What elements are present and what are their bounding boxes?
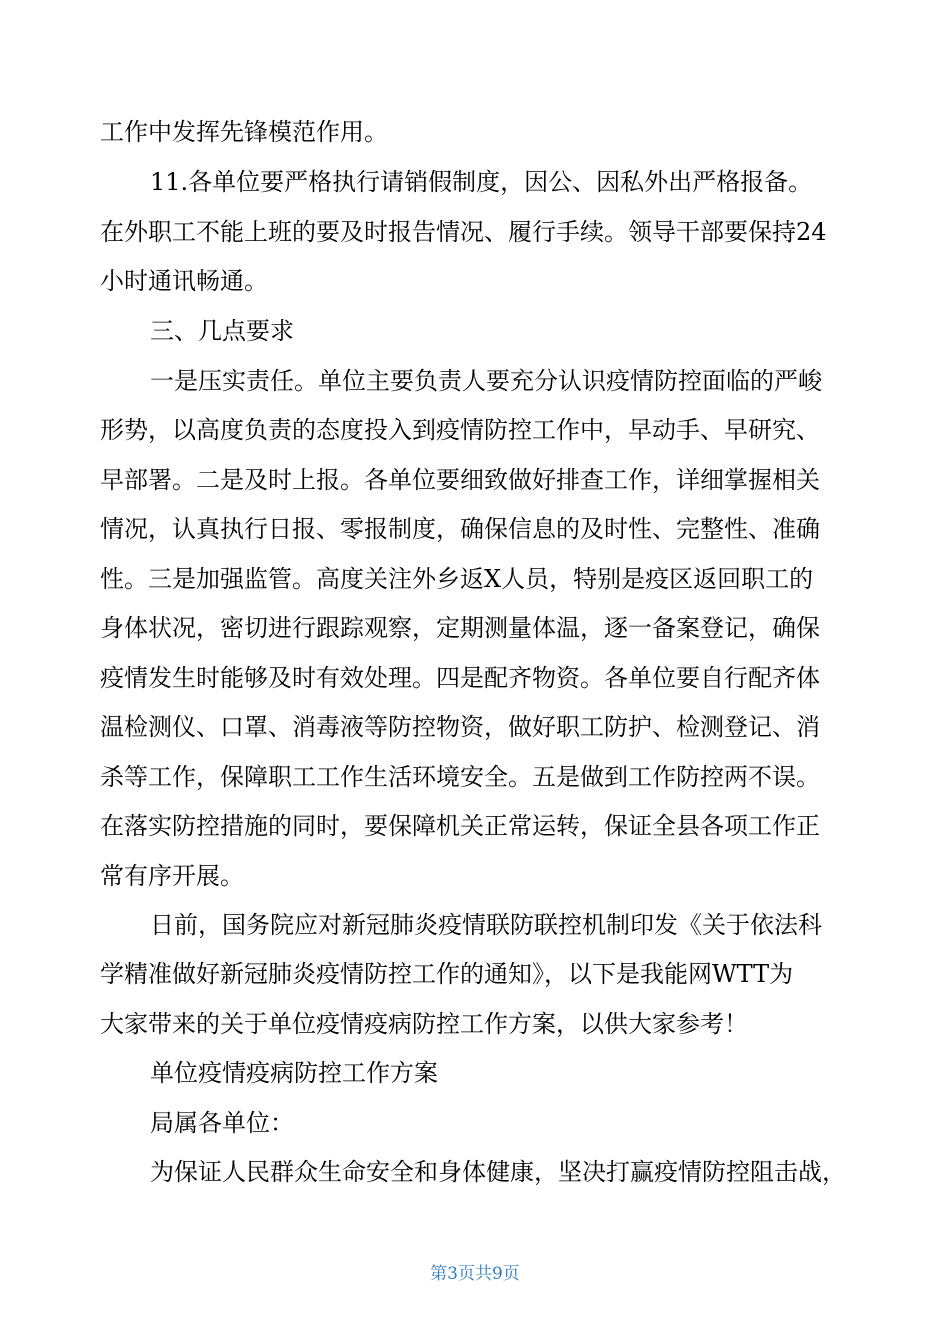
text-line: 杀等工作，保障职工工作生活环境安全。五是做到工作防控两不误。 [100,763,820,791]
text-line: 为保证人民群众生命安全和身体健康，坚决打赢疫情防控阻击战， [150,1158,846,1186]
text-line: 11.各单位要严格执行请销假制度，因公、因私外出严格报备。 [150,168,813,196]
text-line: 身体状况，密切进行跟踪观察，定期测量体温，逐一备案登记，确保 [100,614,820,642]
text-line: 局属各单位： [150,1109,294,1137]
text-line: 性。三是加强监管。高度关注外乡返X人员，特别是疫区返回职工的 [100,565,814,593]
text-line: 常有序开展。 [100,862,244,890]
text-line: 一是压实责任。单位主要负责人要充分认识疫情防控面临的严峻 [150,367,822,395]
text-line: 学精准做好新冠肺炎疫情防控工作的通知》，以下是我能网WTT为 [100,960,794,988]
text-line: 工作中发挥先锋模范作用。 [100,118,388,146]
text-line: 在外职工不能上班的要及时报告情况、履行手续。领导干部要保持24 [100,218,827,246]
text-line: 早部署。二是及时上报。各单位要细致做好排查工作，详细掌握相关 [100,466,820,494]
text-line: 单位疫情疫病防控工作方案 [150,1059,438,1087]
text-line: 情况，认真执行日报、零报制度，确保信息的及时性、完整性、准确 [100,515,820,543]
page-number-footer: 第3页共9页 [430,1264,520,1284]
text-line: 疫情发生时能够及时有效处理。四是配齐物资。各单位要自行配齐体 [100,664,820,692]
text-line: 大家带来的关于单位疫情疫病防控工作方案，以供大家参考！ [100,1010,748,1038]
text-line: 在落实防控措施的同时，要保障机关正常运转，保证全县各项工作正 [100,812,820,840]
text-line: 小时通讯畅通。 [100,267,268,295]
text-line: 形势，以高度负责的态度投入到疫情防控工作中，早动手、早研究、 [100,416,820,444]
text-line: 日前，国务院应对新冠肺炎疫情联防联控机制印发《关于依法科 [150,911,822,939]
text-line: 温检测仪、口罩、消毒液等防控物资，做好职工防护、检测登记、消 [100,713,820,741]
text-line: 三、几点要求 [150,317,294,345]
